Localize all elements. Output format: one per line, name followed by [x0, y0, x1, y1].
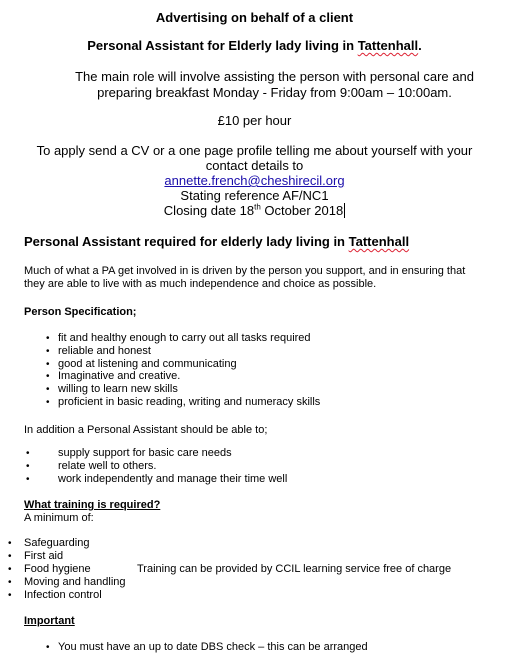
bullet-icon: • [46, 333, 50, 344]
list-item: relate well to others. [58, 460, 157, 472]
bullet-icon: • [46, 371, 50, 382]
training-heading: What training is required? [24, 499, 161, 511]
training-note: Training can be provided by CCIL learning service free of charge [137, 563, 452, 575]
bullet-icon: • [8, 564, 12, 575]
advert-title-suffix: . [418, 38, 422, 53]
bullet-icon: • [26, 461, 30, 472]
list-item: willing to learn new skills [58, 383, 178, 395]
section-heading-place: Tattenhall [348, 234, 410, 249]
intro-line-1: Much of what a PA get involved in is driven by the person you support, and in ensuring that [24, 265, 466, 277]
list-item: fit and healthy enough to carry out all tasks required [58, 332, 311, 344]
important-heading: Important [24, 615, 75, 627]
email-line [0, 173, 509, 189]
bullet-icon: • [26, 448, 30, 459]
section-heading-prefix: Personal Assistant required for elderly lady living in [24, 234, 349, 249]
closing-sup: th [254, 202, 261, 212]
list-item: Imaginative and creative. [58, 370, 181, 382]
list-item: First aid [24, 550, 64, 562]
list-item: Safeguarding [24, 537, 90, 549]
bullet-icon: • [8, 538, 12, 549]
apply-line-2: contact details to [205, 158, 304, 173]
bullet-icon: • [46, 346, 50, 357]
list-item: reliable and honest [58, 345, 151, 357]
advert-heading: Advertising on behalf of a client [155, 10, 354, 25]
closing-suffix: October 2018 [260, 203, 344, 218]
role-line-2: preparing breakfast Monday - Friday from 9:00am – 10:00am. [97, 85, 452, 100]
training-minimum: A minimum of: [24, 512, 94, 524]
list-item: Infection control [24, 589, 102, 601]
person-spec-heading: Person Specification; [24, 306, 137, 318]
bullet-icon: • [8, 590, 12, 601]
apply-line-1: To apply send a CV or a one page profile telling me about yourself with your [36, 143, 473, 158]
list-item: proficient in basic reading, writing and numeracy skills [58, 396, 321, 408]
pay-rate: £10 per hour [217, 113, 292, 128]
list-item: Moving and handling [24, 576, 126, 588]
section-heading [24, 234, 409, 250]
bullet-icon: • [8, 577, 12, 588]
role-line-1: The main role will involve assisting the person with personal care and [75, 69, 474, 84]
bullet-icon: • [26, 474, 30, 485]
list-item: Food hygiene [24, 563, 91, 575]
abilities-intro: In addition a Personal Assistant should be able to; [24, 424, 268, 436]
bullet-icon: • [8, 551, 12, 562]
bullet-icon: • [46, 384, 50, 395]
list-item: work independently and manage their time well [58, 473, 288, 485]
email-link[interactable]: annette.french@cheshirecil.org [164, 173, 345, 188]
list-item: You must have an up to date DBS check – this can be arranged [58, 641, 368, 653]
advert-title-place: Tattenhall [357, 38, 419, 53]
list-item: supply support for basic care needs [58, 447, 232, 459]
bullet-icon: • [46, 642, 50, 653]
bullet-icon: • [46, 397, 50, 408]
advert-title-prefix: Personal Assistant for Elderly lady living in [87, 38, 358, 53]
advert-title [0, 38, 509, 54]
list-item: good at listening and communicating [58, 358, 237, 370]
bullet-icon: • [46, 359, 50, 370]
closing-date [0, 203, 509, 219]
closing-prefix: Closing date 18 [163, 203, 255, 218]
reference-line: Stating reference AF/NC1 [180, 188, 329, 203]
intro-line-2: they are able to live with as much independence and choice as possible. [24, 278, 377, 290]
